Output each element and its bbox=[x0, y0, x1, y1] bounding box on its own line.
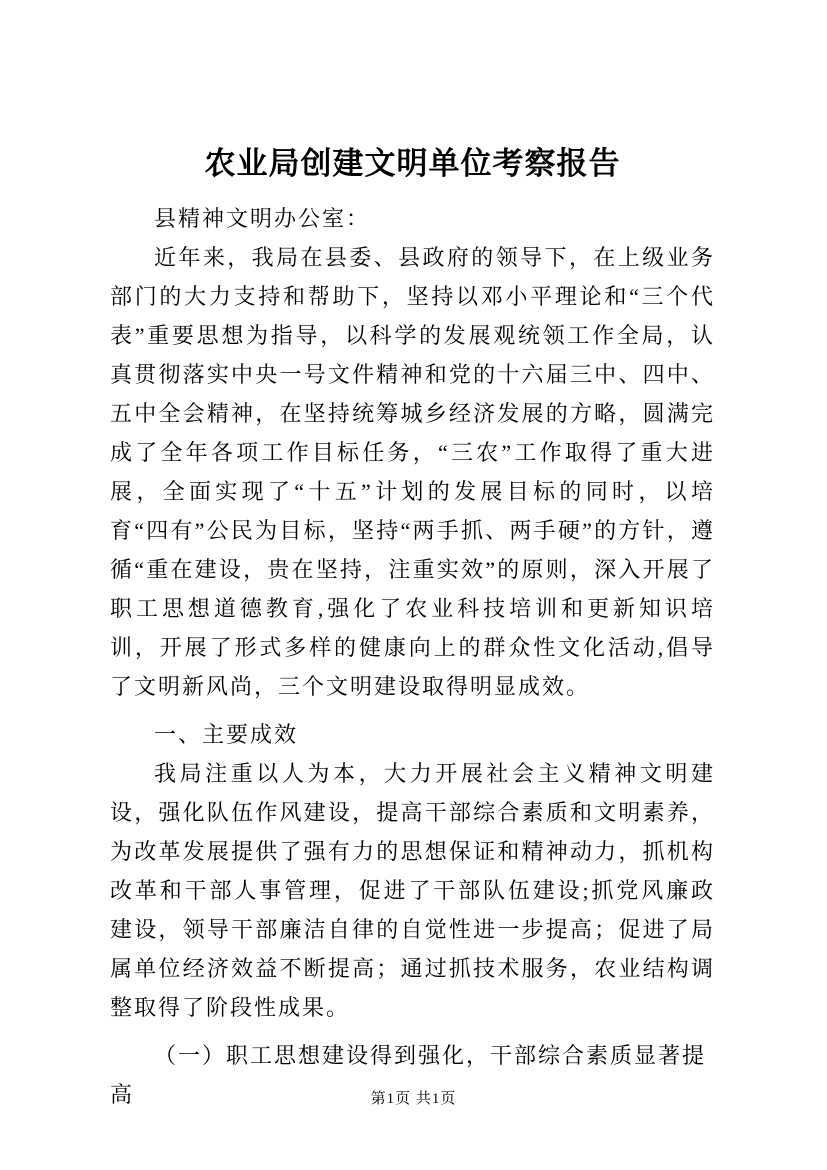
subsection-heading-staff-ideology: （一）职工思想建设得到强化，干部综合素质显著提高 bbox=[110, 1043, 707, 1107]
body-paragraph-results: 我局注重以人为本，大力开展社会主义精神文明建设，强化队伍作风建设，提高干部综合素质和文明素养，为改革发展提供了强有力的思想保证和精神动力，抓机构改革和干部人事管理，促进了干部队伍建设;抓党风廉政建设，领导干部廉洁自律的自觉性进一步提高；促进了局属单位经济效益不断提高；通过抓技术服务，农业结构调整取得了阶段性成果。 bbox=[110, 761, 715, 1020]
document-title: 农业局创建文明单位考察报告 bbox=[204, 146, 621, 181]
page-footer bbox=[0, 1087, 827, 1108]
body-paragraph-intro: 近年来，我局在县委、县政府的领导下，在上级业务部门的大力支持和帮助下，坚持以邓小平理论和“三个代表”重要思想为指导，以科学的发展观统领工作全局，认真贯彻落实中央一号文件精神和党的十六届三中、四中、五中全会精神，在坚持统筹城乡经济发展的方略，圆满完成了全年各项工作目标任务，“三农”工作取得了重大进展，全面实现了“十五”计划的发展目标的同时，以培育“四有”公民为目标，坚持“两手抓、两手硬”的方针，遵循“重在建设，贵在坚持，注重实效”的原则，深入开展了职工思想道德教育,强化了农业科技培训和更新知识培训，开展了形式多样的健康向上的群众性文化活动,倡导了文明新风尚，三个文明建设取得明显成效。 bbox=[110, 245, 715, 699]
page-number-text: 第1页 共1页 bbox=[370, 1091, 457, 1107]
section-heading-main-results: 一、主要成效 bbox=[154, 722, 299, 747]
salutation-line: 县精神文明办公室： bbox=[154, 206, 371, 231]
